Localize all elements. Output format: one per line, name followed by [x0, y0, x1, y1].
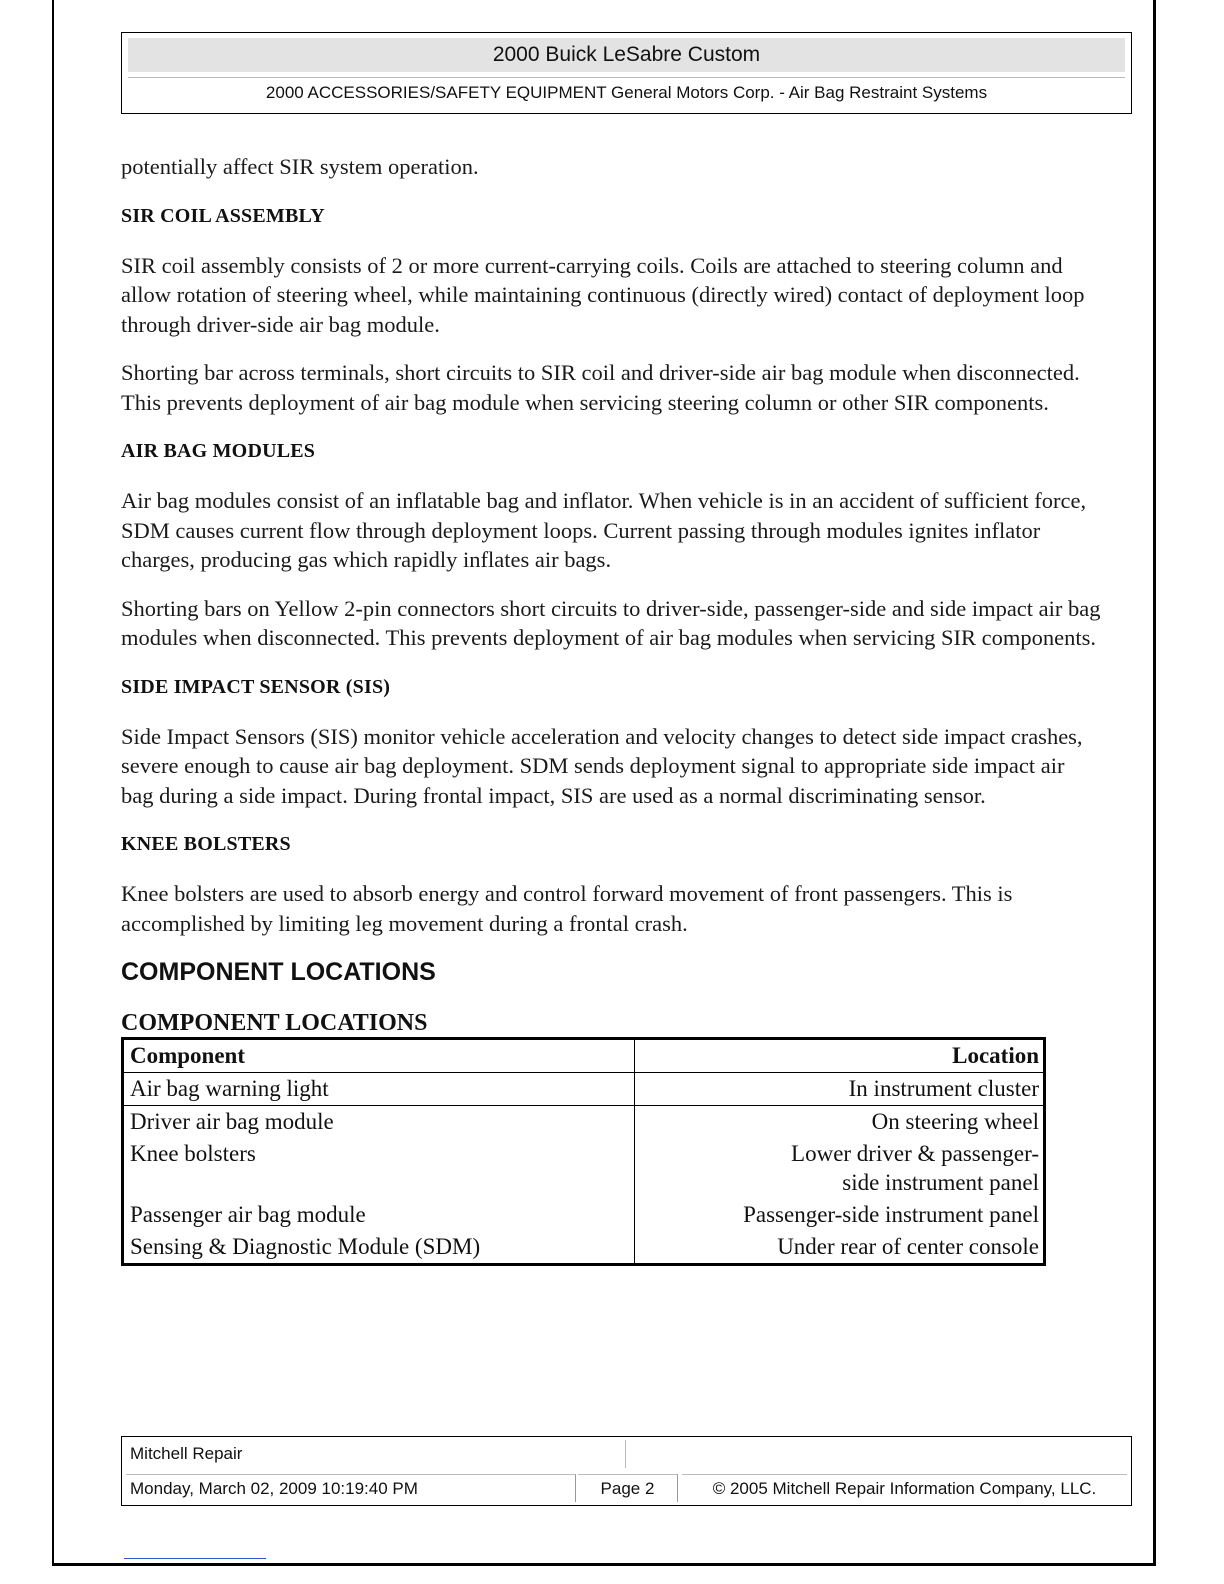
section-heading: AIR BAG MODULES — [121, 440, 316, 462]
location-cell: Passenger-side instrument panel — [743, 1202, 1039, 1227]
section-heading: SIDE IMPACT SENSOR (SIS) — [121, 675, 391, 698]
paragraph: Shorting bar across terminals, short circuits to SIR coil and driver-side air bag module when disconnected. This prevents deployment of air bag module when servicing steering column or other SIR components. — [121, 360, 1080, 415]
paragraph: Side Impact Sensors (SIS) monitor vehicle acceleration and velocity changes to detect side impact crashes, severe enough to cause air bag deployment. SDM sends deployment signal to appropriate side impact air bag during a side impact. During frontal impact, SIS are used as a normal discriminating sensor. — [121, 723, 1083, 808]
document-header — [121, 32, 1132, 114]
location-cell: In instrument cluster — [635, 1073, 1045, 1106]
table-row — [123, 1199, 1045, 1231]
intro-paragraph: potentially affect SIR system operation. — [121, 154, 479, 179]
table-title: COMPONENT LOCATIONS — [121, 1010, 428, 1036]
table-row — [123, 1231, 1045, 1265]
vehicle-title: 2000 Buick LeSabre Custom — [128, 38, 1125, 72]
footer-blank-cell — [630, 1440, 1127, 1468]
paragraph: Knee bolsters are used to absorb energy and control forward movement of front passengers. This is accomplished by limiting leg movement during a frontal crash. — [121, 881, 1013, 936]
document-subtitle: 2000 ACCESSORIES/SAFETY EQUIPMENT General Motors Corp. - Air Bag Restraint Systems — [128, 77, 1125, 108]
table-row — [123, 1073, 1045, 1106]
component-cell: Driver air bag module — [123, 1106, 635, 1139]
component-cell: Air bag warning light — [123, 1073, 635, 1106]
column-header-component: Component — [123, 1039, 635, 1073]
component-cell: Sensing & Diagnostic Module (SDM) — [123, 1231, 635, 1265]
table-row — [123, 1138, 1045, 1199]
column-header-location: Location — [635, 1039, 1045, 1073]
table-row — [123, 1106, 1045, 1139]
footer-timestamp: Monday, March 02, 2009 10:19:40 PM — [126, 1474, 576, 1502]
section-heading: SIR COIL ASSEMBLY — [121, 204, 325, 227]
section-heading: KNEE BOLSTERS — [121, 833, 291, 855]
document-body — [121, 152, 1101, 1266]
location-cell: Lower driver & passenger-side instrument panel — [791, 1141, 1039, 1195]
component-locations-table — [121, 1037, 1046, 1266]
document-footer — [121, 1436, 1132, 1506]
paragraph: SIR coil assembly consists of 2 or more current-carrying coils. Coils are attached to steering column and allow rotation of steering wheel, while maintaining continuous (directly wired) contact of deployment loop through driver-side air bag module. — [121, 252, 1085, 337]
table-header-row — [123, 1039, 1045, 1073]
location-cell: On steering wheel — [871, 1109, 1039, 1134]
footer-publisher: Mitchell Repair — [126, 1440, 626, 1468]
footer-page-number: Page 2 — [578, 1474, 678, 1502]
paragraph: Shorting bars on Yellow 2-pin connectors short circuits to driver-side, passenger-side and side impact air bag modules when disconnected. This prevents deployment of air bag modules when servicing SIR components. — [121, 595, 1101, 650]
footer-copyright: © 2005 Mitchell Repair Information Company, LLC. — [682, 1474, 1127, 1502]
paragraph: Air bag modules consist of an inflatable bag and inflator. When vehicle is in an accident of sufficient force, SDM causes current flow through deployment loops. Current passing through modules ignites inflator charges, producing gas which rapidly inflates air bags. — [121, 488, 1087, 572]
component-cell: Knee bolsters — [123, 1138, 635, 1199]
component-cell: Passenger air bag module — [123, 1199, 635, 1231]
component-locations-heading: COMPONENT LOCATIONS — [121, 958, 436, 986]
footer-rule — [124, 1558, 266, 1559]
location-cell: Under rear of center console — [777, 1234, 1039, 1259]
